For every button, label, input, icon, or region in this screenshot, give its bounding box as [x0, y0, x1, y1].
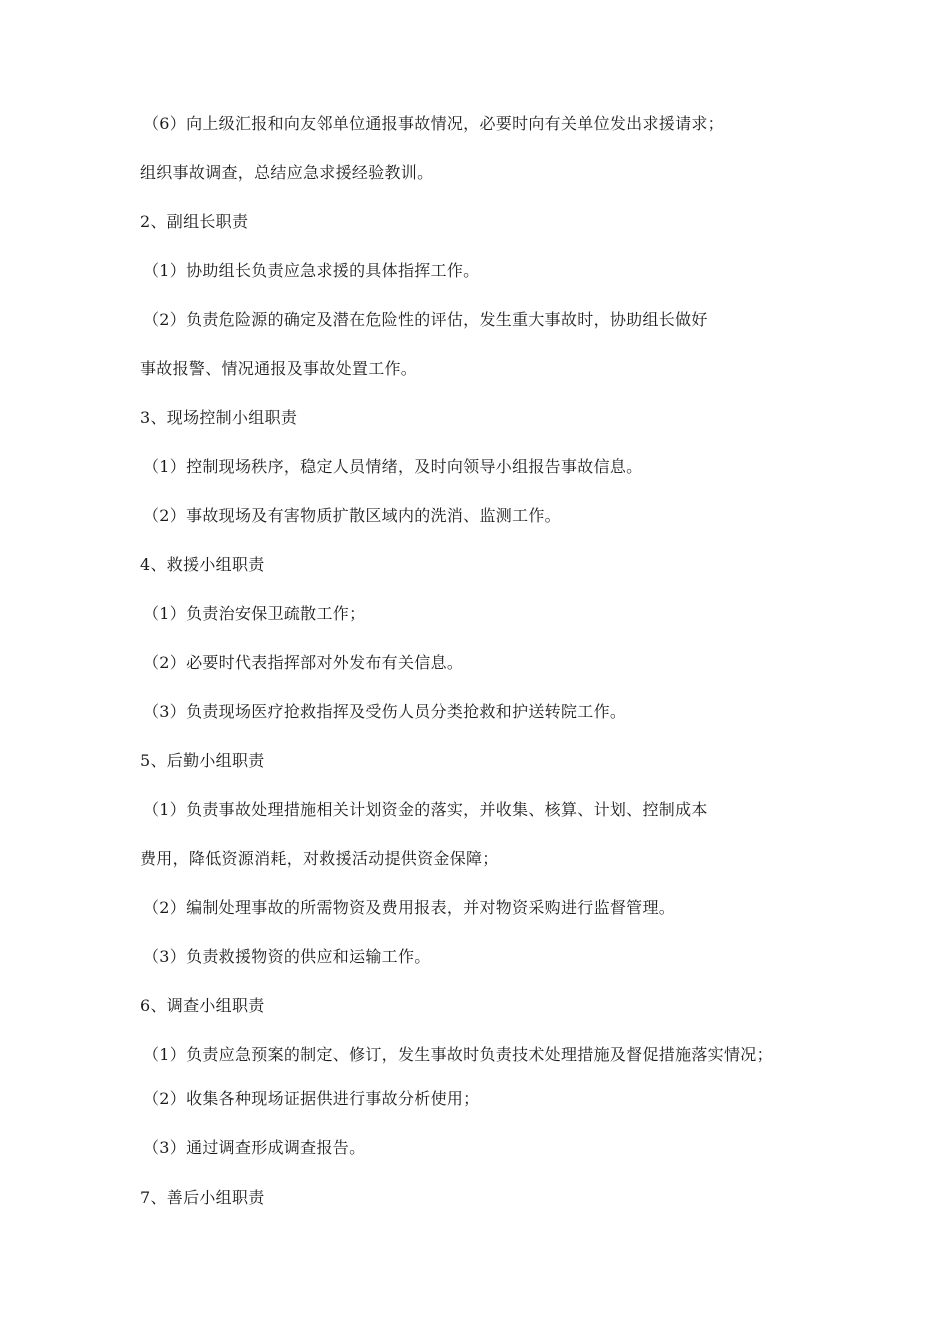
section-heading: 6、调查小组职责 [140, 996, 265, 1015]
paragraph-line: （1）负责应急预案的制定、修订，发生事故时负责技术处理措施及督促措施落实情况； [143, 1045, 773, 1064]
section-heading: 2、副组长职责 [140, 212, 249, 231]
paragraph-line: （2）收集各种现场证据供进行事故分析使用； [143, 1089, 480, 1108]
paragraph-line: （1）负责事故处理措施相关计划资金的落实，并收集、核算、计划、控制成本 [143, 800, 708, 819]
paragraph-line: （2）编制处理事故的所需物资及费用报表，并对物资采购进行监督管理。 [143, 898, 676, 917]
paragraph-line: （3）负责救援物资的供应和运输工作。 [143, 947, 431, 966]
section-heading: 4、救援小组职责 [140, 555, 265, 574]
paragraph-line: （2）负责危险源的确定及潜在危险性的评估，发生重大事故时，协助组长做好 [143, 310, 708, 329]
paragraph-line: （3）通过调查形成调查报告。 [143, 1138, 366, 1157]
section-heading: 3、现场控制小组职责 [140, 408, 298, 427]
paragraph-line: （1）负责治安保卫疏散工作； [143, 604, 366, 623]
paragraph-line: 费用，降低资源消耗，对救援活动提供资金保障； [140, 849, 499, 868]
paragraph-line: （3）负责现场医疗抢救指挥及受伤人员分类抢救和护送转院工作。 [143, 702, 627, 721]
section-heading: 5、后勤小组职责 [140, 751, 265, 770]
paragraph-line: （2）必要时代表指挥部对外发布有关信息。 [143, 653, 464, 672]
paragraph-line: （2）事故现场及有害物质扩散区域内的洗消、监测工作。 [143, 506, 561, 525]
paragraph-line: 事故报警、情况通报及事故处置工作。 [140, 359, 418, 378]
paragraph-line: （6）向上级汇报和向友邻单位通报事故情况，必要时向有关单位发出求援请求； [143, 114, 724, 133]
paragraph-line: 组织事故调查，总结应急求援经验教训。 [140, 163, 434, 182]
paragraph-line: （1）协助组长负责应急求援的具体指挥工作。 [143, 261, 480, 280]
section-heading: 7、善后小组职责 [140, 1188, 265, 1207]
paragraph-line: （1）控制现场秩序，稳定人员情绪，及时向领导小组报告事故信息。 [143, 457, 643, 476]
